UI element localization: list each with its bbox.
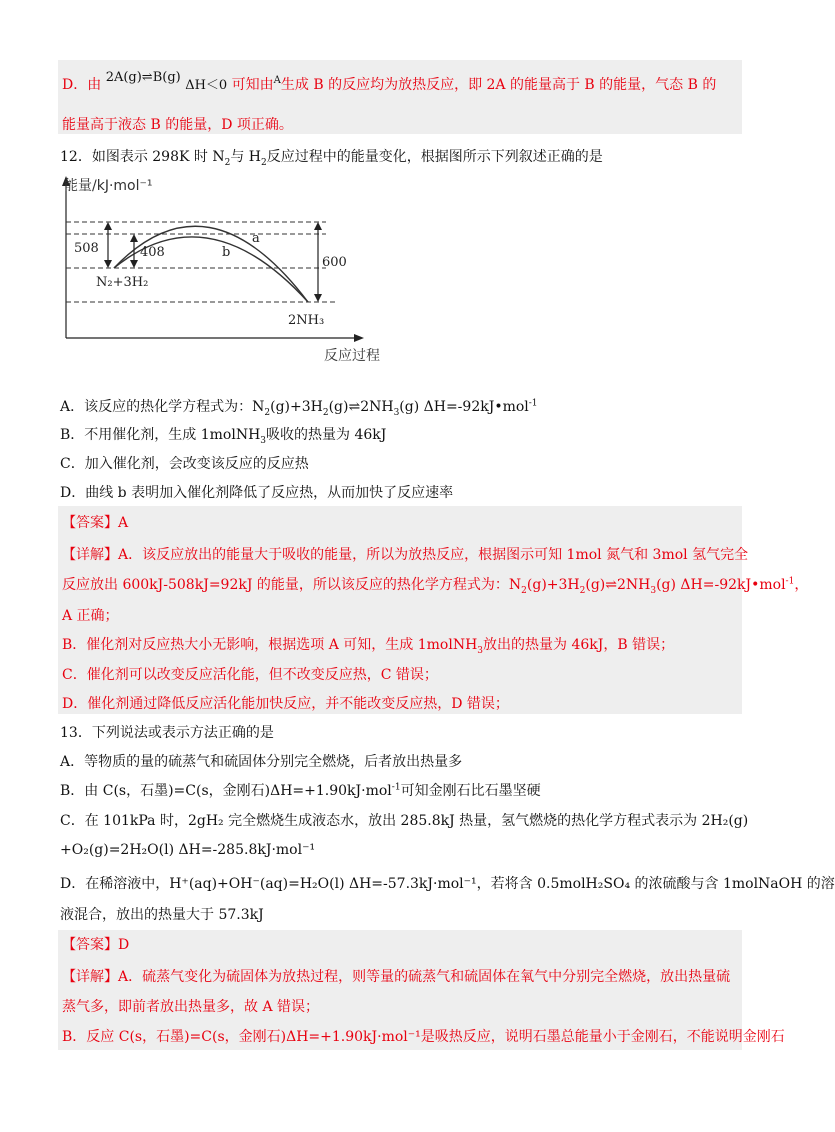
d-text2: 生成 B 的反应均为放热反应，即 2A 的能量高于 B 的能量，气态 B 的 [280, 77, 717, 93]
q13-b-prefix: B．由 C(s，石墨)=C(s，金刚石)ΔH=+1.90kJ·mol [60, 783, 392, 799]
sub: 2 [579, 585, 586, 596]
d-text1: 可知由 [231, 77, 274, 93]
ylabel: 能量/kJ·mol⁻¹ [64, 178, 153, 194]
opt-a-sup: -1 [528, 398, 538, 409]
label-product: 2NH₃ [288, 313, 325, 328]
label-b: b [222, 245, 231, 260]
d-delta-h: ΔH＜0 [185, 78, 228, 93]
ex-l2-sup: -1 [785, 576, 795, 587]
ex-l4-prefix: B．催化剂对反应热大小无影响，根据选项 A 可知，生成 1molNH [62, 637, 478, 653]
ex-l2-prefix: 反应放出 600kJ-508kJ=92kJ 的能量，所以该反应的热化学方程式为：N [62, 577, 522, 593]
opt-b-prefix: B．不用催化剂，生成 1molNH [60, 427, 261, 443]
q13-explain-l2: 蒸气多，即前者放出热量多，故 A 错误； [62, 999, 320, 1015]
q12-explain-l1: 【详解】A．该反应放出的能量大于吸收的能量，所以为放热反应，根据图示可知 1mol 氮气和 3mol 氢气完全 [62, 547, 749, 563]
q12-option-b: B．不用催化剂，生成 1molNH$_3$吸收的热量为 46kJ [60, 427, 387, 446]
q12-stem [60, 146, 603, 168]
label-a: a [252, 231, 260, 246]
ex-l2-suffix: (g) ΔH=-92kJ•mol [656, 577, 786, 593]
q12-explain-l4: B．催化剂对反应热大小无影响，根据选项 A 可知，生成 1molNH$_3$放出的热量为 46kJ，B 错误； [62, 637, 675, 656]
q13-stem: 13．下列说法或表示方法正确的是 [60, 725, 274, 741]
opt-a-prefix: A．该反应的热化学方程式为：N [60, 399, 265, 415]
q13-option-c-l1: C．在 101kPa 时，2gH₂ 完全燃烧生成液态水，放出 285.8kJ 热量，氢气燃烧的热化学方程式表示为 2H₂(g) [60, 813, 749, 829]
sub: 2 [264, 407, 271, 418]
q13-b-suffix: 可知金刚石比石墨坚硬 [400, 783, 541, 799]
q12-stem-suffix: 反应过程中的能量变化，根据图所示下列叙述正确的是 [266, 149, 603, 165]
opt-a-mid: (g)+3H [270, 399, 323, 415]
label-600: 600 [322, 255, 347, 270]
q13-option-b [60, 780, 541, 800]
ex-l2-end: ， [794, 577, 809, 593]
energy-diagram [58, 170, 438, 370]
q12-explain-l6: D．催化剂通过降低反应活化能加快反应，并不能改变反应热，D 错误； [62, 696, 509, 712]
opt-b-suffix: 吸收的热量为 46kJ [266, 427, 387, 443]
top-d-line2: 能量高于液态 B 的能量，D 项正确。 [62, 117, 293, 133]
d-a: A [273, 75, 281, 86]
opt-a-mid2: (g)⇌2NH [328, 399, 394, 415]
q12-option-a: A．该反应的热化学方程式为：$N_2(g)+3H_2(g)\rightleftharpoons 2NH_3(g)$ ΔH=-92kJ•mol$^{-1}$ [60, 398, 538, 418]
d-prefix: D．由 [62, 77, 102, 93]
x-axis-arrow [354, 334, 364, 342]
opt-a-suffix: (g) ΔH=-92kJ•mol [399, 399, 529, 415]
q12-explain-l2: 反应放出 600kJ-508kJ=92kJ 的能量，所以该反应的热化学方程式为：$N_2(g)+3H_2(g)\rightleftharpoons 2NH_3(g)$ ΔH=-92kJ•mol$^{-1}$， [62, 576, 809, 596]
curve-a [114, 226, 308, 302]
q12-explain-l3: A 正确； [62, 608, 119, 624]
xlabel: 反应过程 [324, 348, 380, 364]
q12-answer: 【答案】A [62, 515, 129, 531]
ex-l2-mid: (g)+3H [526, 577, 580, 593]
ex-l2-mid2: (g)⇌2NH [585, 577, 651, 593]
sub: 2 [322, 407, 329, 418]
q13-explain-l1: 【详解】A．硫蒸气变化为硫固体为放热过程，则等量的硫蒸气和硫固体在氧气中分别完全燃烧，放出热量硫 [62, 969, 731, 985]
q13-answer: 【答案】D [62, 937, 130, 953]
top-d-line1 [62, 70, 717, 94]
sub: 2 [521, 585, 527, 596]
q12-explain-l5: C．催化剂可以改变反应活化能，但不改变反应热，C 错误； [62, 667, 438, 683]
q13-option-d-l2: 液混合，放出的热量大于 57.3kJ [60, 907, 264, 923]
label-508: 508 [74, 241, 99, 256]
q13-explain-l3: B．反应 C(s，石墨)=C(s，金刚石)ΔH=+1.90kJ·mol⁻¹是吸热反应，说明石墨总能量小于金刚石，不能说明金刚石 [62, 1029, 785, 1045]
q12-option-c: C．加入催化剂，会改变该反应的反应热 [60, 456, 309, 472]
d-equation: 2A(g)⇌B(g) [105, 70, 181, 85]
q13-option-c-l2: +O₂(g)=2H₂O(l) ΔH=-285.8kJ·mol⁻¹ [60, 842, 316, 858]
q12-option-d: D．曲线 b 表明加入催化剂降低了反应热，从而加快了反应速率 [60, 485, 454, 501]
label-reactant: N₂+3H₂ [96, 275, 149, 290]
q13-b-sup: -1 [391, 782, 401, 793]
q12-stem-mid: 与 H [230, 149, 262, 165]
q13-option-d-l1: D．在稀溶液中，H⁺(aq)+OH⁻(aq)=H₂O(l) ΔH=-57.3kJ·mol⁻¹，若将含 0.5molH₂SO₄ 的浓硫酸与含 1molNaOH 的溶 [60, 876, 835, 892]
label-408: 408 [140, 245, 165, 260]
sub: 2 [224, 157, 231, 168]
ex-l4-suffix: 放出的热量为 46kJ，B 错误； [483, 637, 675, 653]
q12-stem-prefix: 12．如图表示 298K 时 N [60, 149, 225, 165]
sub: 2 [261, 157, 267, 168]
q13-option-a: A．等物质的量的硫蒸气和硫固体分别完全燃烧，后者放出热量多 [60, 754, 463, 770]
